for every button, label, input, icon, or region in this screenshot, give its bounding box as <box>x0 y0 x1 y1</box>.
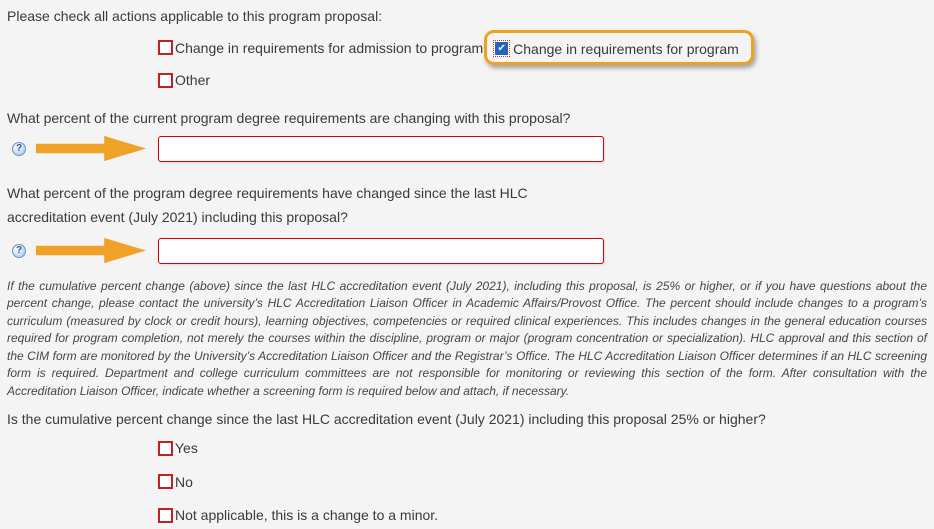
checkbox-option-not-applicable[interactable] <box>158 507 438 523</box>
arrow-annotation-icon <box>36 134 146 164</box>
current-percent-input[interactable] <box>158 136 604 162</box>
actions-options <box>158 30 927 93</box>
checkbox-checked-icon[interactable] <box>493 40 510 57</box>
arrow-annotation-icon <box>36 236 146 266</box>
option-label: Yes <box>175 440 198 456</box>
checkbox-unchecked-icon[interactable] <box>158 40 173 55</box>
checkbox-unchecked-icon[interactable] <box>158 474 173 489</box>
hlc-accreditation-note: If the cumulative percent change (above) since the last HLC accreditation event (July 2021), including this proposal, is 25% or higher, or if you have questions about the percent change, please contact the university’s HLC Accreditation Liaison Officer in Academic Affairs/Provost Office. The percent should include changes to a program’s curriculum (measured by clock or credit hours), learning objectives, competencies or required clinical experiences. This includes changes in the general education courses required for program completion, not merely the courses within the discipline, program or major (program concentration or specialization). HLC approval and this section of the CIM form are monitored by the University’s Accreditation Liaison Officer and the Registrar’s Office. The HLC Accreditation Liaison Officer determines if an HLC screening form is required. Department and college curriculum committees are not responsible for monitoring or reviewing this section of the form. After consultation with the Accreditation Liaison Officer, indicate whether a screening form is required below and attach, if necessary. <box>7 278 927 398</box>
question-line-1: What percent of the program degree requirements have changed since the last HLC <box>7 184 528 201</box>
checkmark-icon: ✔ <box>495 42 508 55</box>
option-label: Change in requirements for program <box>513 40 739 57</box>
checkbox-option-other[interactable] <box>158 72 210 88</box>
cumulative-percent-input[interactable] <box>158 238 604 264</box>
option-label: Other <box>175 72 211 88</box>
checkbox-unchecked-icon[interactable] <box>158 73 173 88</box>
actions-options-row-2 <box>158 72 927 93</box>
option-label: Change in requirements for admission to program <box>175 39 484 56</box>
checkbox-unchecked-icon[interactable] <box>158 508 173 523</box>
checkbox-option-yes[interactable] <box>158 440 198 456</box>
cumulative-percent-input-row <box>7 236 927 266</box>
option-label: Not applicable, this is a change to a minor. <box>175 507 439 523</box>
checkbox-unchecked-icon[interactable] <box>158 441 173 456</box>
checkbox-option-no[interactable] <box>158 474 193 490</box>
question-cumulative-percent <box>7 181 927 229</box>
question-25-percent-or-higher: Is the cumulative percent change since the last HLC accreditation event (July 2021) including this proposal 25% or higher? <box>7 411 766 427</box>
option-row <box>158 440 927 461</box>
checkbox-option-admission-requirements[interactable] <box>158 40 483 56</box>
current-percent-input-row <box>7 134 927 164</box>
option-row <box>158 474 927 495</box>
option-label: No <box>175 473 193 490</box>
cumulative-question-options <box>158 440 927 528</box>
actions-options-row-1 <box>158 30 927 65</box>
actions-prompt: Please check all actions applicable to this program proposal: <box>7 8 383 24</box>
highlight-callout-box <box>484 30 754 65</box>
help-icon[interactable]: ? <box>12 244 26 258</box>
option-row <box>158 507 927 528</box>
question-current-percent: What percent of the current program degree requirements are changing with this proposal? <box>7 109 571 126</box>
checkbox-option-program-requirements[interactable] <box>493 40 739 57</box>
help-icon[interactable]: ? <box>12 142 26 156</box>
question-line-2: accreditation event (July 2021) including this proposal? <box>7 208 348 225</box>
